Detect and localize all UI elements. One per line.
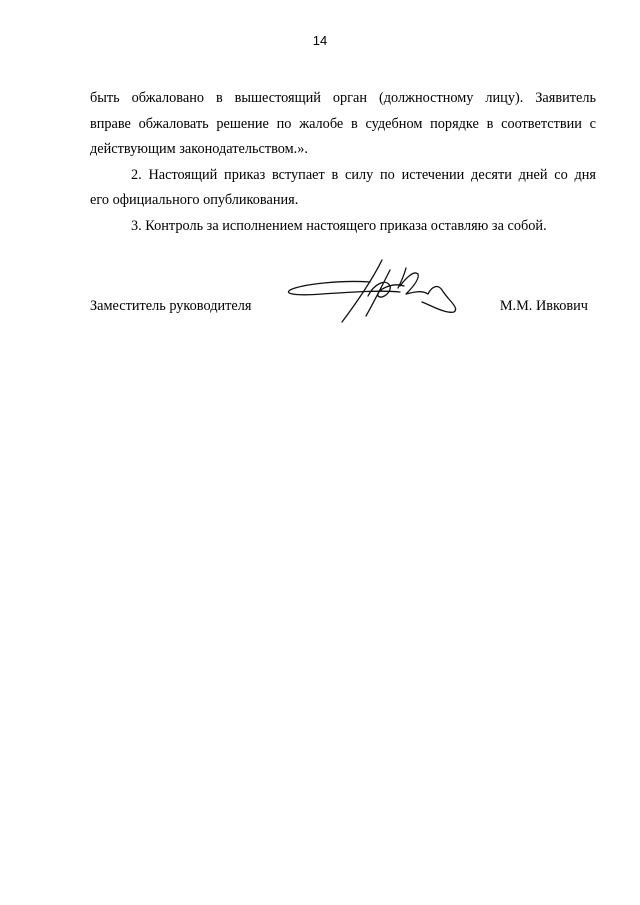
document-body	[90, 86, 596, 239]
page-number: 14	[312, 33, 328, 48]
paragraph-item-3: 3. Контроль за исполнением настоящего приказа оставляю за собой.	[131, 217, 547, 234]
text-line: его официального опубликования.	[90, 192, 299, 208]
paragraph-item-2	[90, 163, 596, 214]
signer-name: М.М. Ивкович	[499, 298, 588, 314]
text-line: действующим законодательством.».	[90, 141, 308, 157]
text-line: быть обжаловано в вышестоящий орган (должностному лицу). Заявитель	[90, 90, 596, 106]
text-line: 2. Настоящий приказ вступает в силу по истечении десяти дней со дня	[131, 166, 596, 183]
text-line: вправе обжаловать решение по жалобе в судебном порядке в соответствии с	[90, 115, 596, 132]
signer-title: Заместитель руководителя	[90, 298, 252, 314]
paragraph-continuation	[90, 86, 596, 163]
signature-block	[90, 298, 596, 322]
